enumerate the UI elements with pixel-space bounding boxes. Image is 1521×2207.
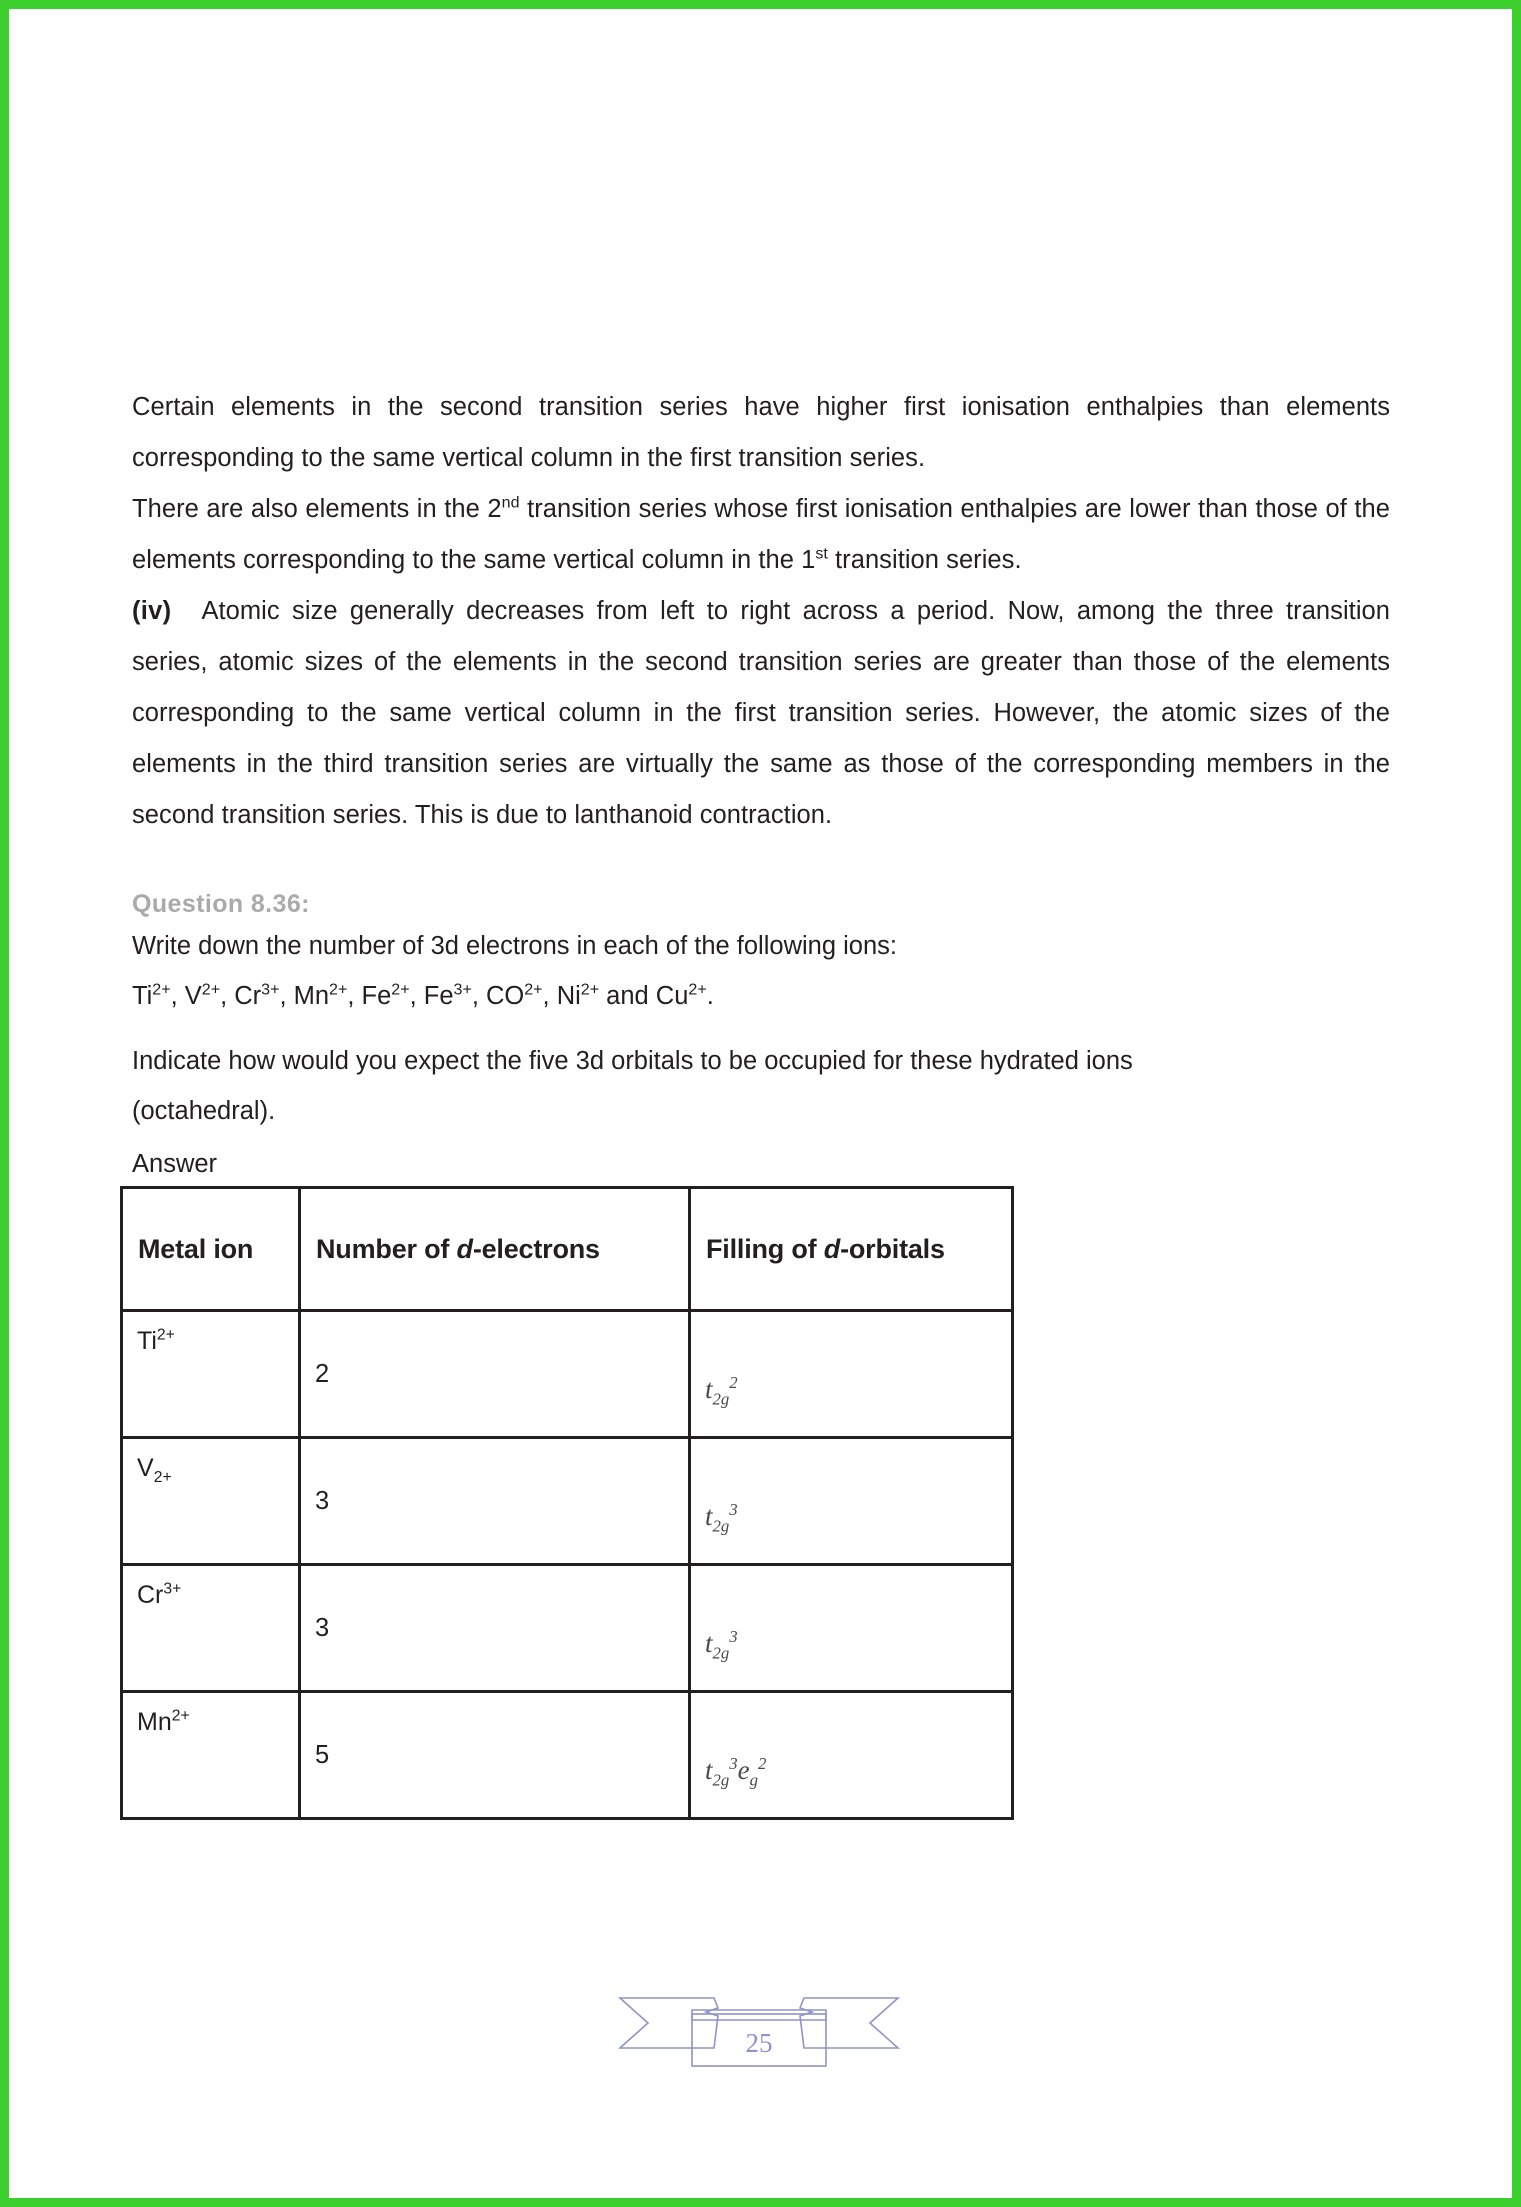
charge-sup: 2+ [580,980,600,999]
paragraph-2-part-1: There are also elements in the 2 [132,495,502,523]
header-d-electrons [300,1188,690,1311]
charge-sup: 2+ [201,980,221,999]
charge-sup: 2+ [391,980,410,999]
page-border-left [0,0,9,2207]
paragraph-2-part-3: transition series. [827,546,1022,574]
header-d-orbitals-pre: Filling of [706,1233,824,1264]
table-row [122,1311,1013,1438]
header-d-orbitals-post: -orbitals [840,1233,945,1264]
cell-d-orbitals [690,1438,1013,1565]
ion-label [123,1439,298,1486]
orbital-notation [691,1312,1011,1409]
orbital-sub-1: 2g [712,1389,730,1409]
orbital-sup-1: 3 [729,1500,738,1519]
orbital-notation [691,1439,1011,1536]
charge-sup: 3+ [453,980,472,999]
cell-metal-ion [122,1565,300,1692]
orbital-sub-1: 2g [712,1770,730,1790]
d-electron-count: 3 [315,1614,330,1642]
page-number: 25 [745,2028,773,2058]
cell-d-electrons [300,1438,690,1565]
orbital-notation [691,1693,1011,1790]
paragraph-2-part-2: transition series whose first ionisation enthalpies are lower than those of the elements corresponding to the same vertical column in the 1 [132,495,1390,574]
question-heading: Question 8.36: [132,890,310,918]
cell-d-electrons [300,1565,690,1692]
orbital-base-1: t [705,1374,713,1404]
orbital-notation [691,1566,1011,1663]
ion-symbol: Mn [137,1708,172,1736]
orbital-sub-1: 2g [712,1516,730,1536]
paragraph-1: Certain elements in the second transition series have higher first ionisation enthalpies than elements corresponding to the same vertical column in the first transition series. [132,393,1390,472]
paragraph-iv [132,586,1390,841]
cell-metal-ion [122,1438,300,1565]
orbital-sup-1: 3 [729,1627,738,1646]
answer-label: Answer [132,1150,218,1178]
question-ion-list: $Ti^{2+}$, $V^{2+}$, $Cr^{3+}$, $Mn^{2+}$, $Fe^{2+}$, $Fe^{3+}$, $CO^{2+}$, $Ni^{2+}$ and $Cu^{2+}$. [132,980,714,1010]
table-row [122,1565,1013,1692]
page-content [132,0,1390,1820]
orbital-base-1: t [705,1501,713,1531]
cell-d-orbitals [690,1311,1013,1438]
d-electron-count: 2 [315,1360,330,1388]
ordinal-suffix-nd: nd [501,493,520,512]
orbital-filling-table [120,1186,1014,1820]
header-metal-ion: Metal ion [122,1188,300,1311]
ion-label [123,1693,298,1737]
ion-symbol: Cr [137,1581,164,1609]
orbital-sup-1: 2 [729,1373,738,1392]
orbital-base-2: e [737,1755,750,1785]
question-line-3: Indicate how would you expect the five 3d orbitals to be occupied for these hydrated ions [132,1047,1133,1075]
page-border-right [1512,0,1521,2207]
list-marker-iv: (iv) [132,597,172,625]
d-electron-count: 3 [315,1487,330,1515]
ion-label [123,1312,298,1356]
orbital-base-1: t [705,1755,713,1785]
header-d-electrons-post: -electrons [472,1233,600,1264]
ion-charge: 3+ [163,1580,182,1598]
header-d-electrons-italic: d [456,1233,473,1264]
orbital-sub-2: g [749,1770,758,1790]
question-line-4: (octahedral). [132,1097,276,1125]
orbital-sup-1: 3 [729,1754,738,1773]
cell-d-orbitals [690,1565,1013,1692]
table-row [122,1692,1013,1819]
orbital-base-1: t [705,1628,713,1658]
question-block-2 [132,1036,1390,1136]
charge-sup: 3+ [261,980,280,999]
ordinal-suffix-st: st [815,544,828,563]
question-line-1: Write down the number of 3d electrons in each of the following ions: [132,932,897,960]
charge-sup: 2+ [524,980,543,999]
page-border-bottom [0,2198,1521,2207]
cell-d-electrons [300,1692,690,1819]
ion-symbol: Ti [137,1327,157,1355]
cell-d-orbitals [690,1692,1013,1819]
charge-sup: 2+ [329,980,348,999]
charge-sup: 2+ [152,980,171,999]
d-electron-count: 5 [315,1741,330,1769]
orbital-sub-1: 2g [712,1643,730,1663]
cell-metal-ion [122,1692,300,1819]
ion-charge: 2+ [156,1326,175,1344]
table-body [122,1311,1013,1819]
charge-sup: 2+ [688,980,707,999]
orbital-sup-2: 2 [757,1754,767,1773]
cell-d-electrons [300,1311,690,1438]
ion-charge: 2+ [153,1469,172,1486]
paragraph-2 [132,484,1390,586]
table-header-row [122,1188,1013,1311]
ion-charge: 2+ [171,1707,190,1725]
header-d-electrons-pre: Number of [316,1233,457,1264]
header-d-orbitals-italic: d [823,1233,841,1264]
page-number-banner [614,1992,904,2082]
ion-symbol: V [137,1454,154,1482]
header-d-orbitals [690,1188,1013,1311]
paragraph-iv-body: Atomic size generally decreases from left to right across a period. Now, among the three transition series, atomic sizes of the elements in the second transition series are greater than those of the elements corresponding to the same vertical column in the first transition series. However, the atomic sizes of the elements in the third transition series are virtually the same as those of the corresponding members in the second transition series. This is due to lanthanoid contraction. [132,597,1390,829]
ion-label [123,1566,298,1610]
table-row [122,1438,1013,1565]
cell-metal-ion [122,1311,300,1438]
